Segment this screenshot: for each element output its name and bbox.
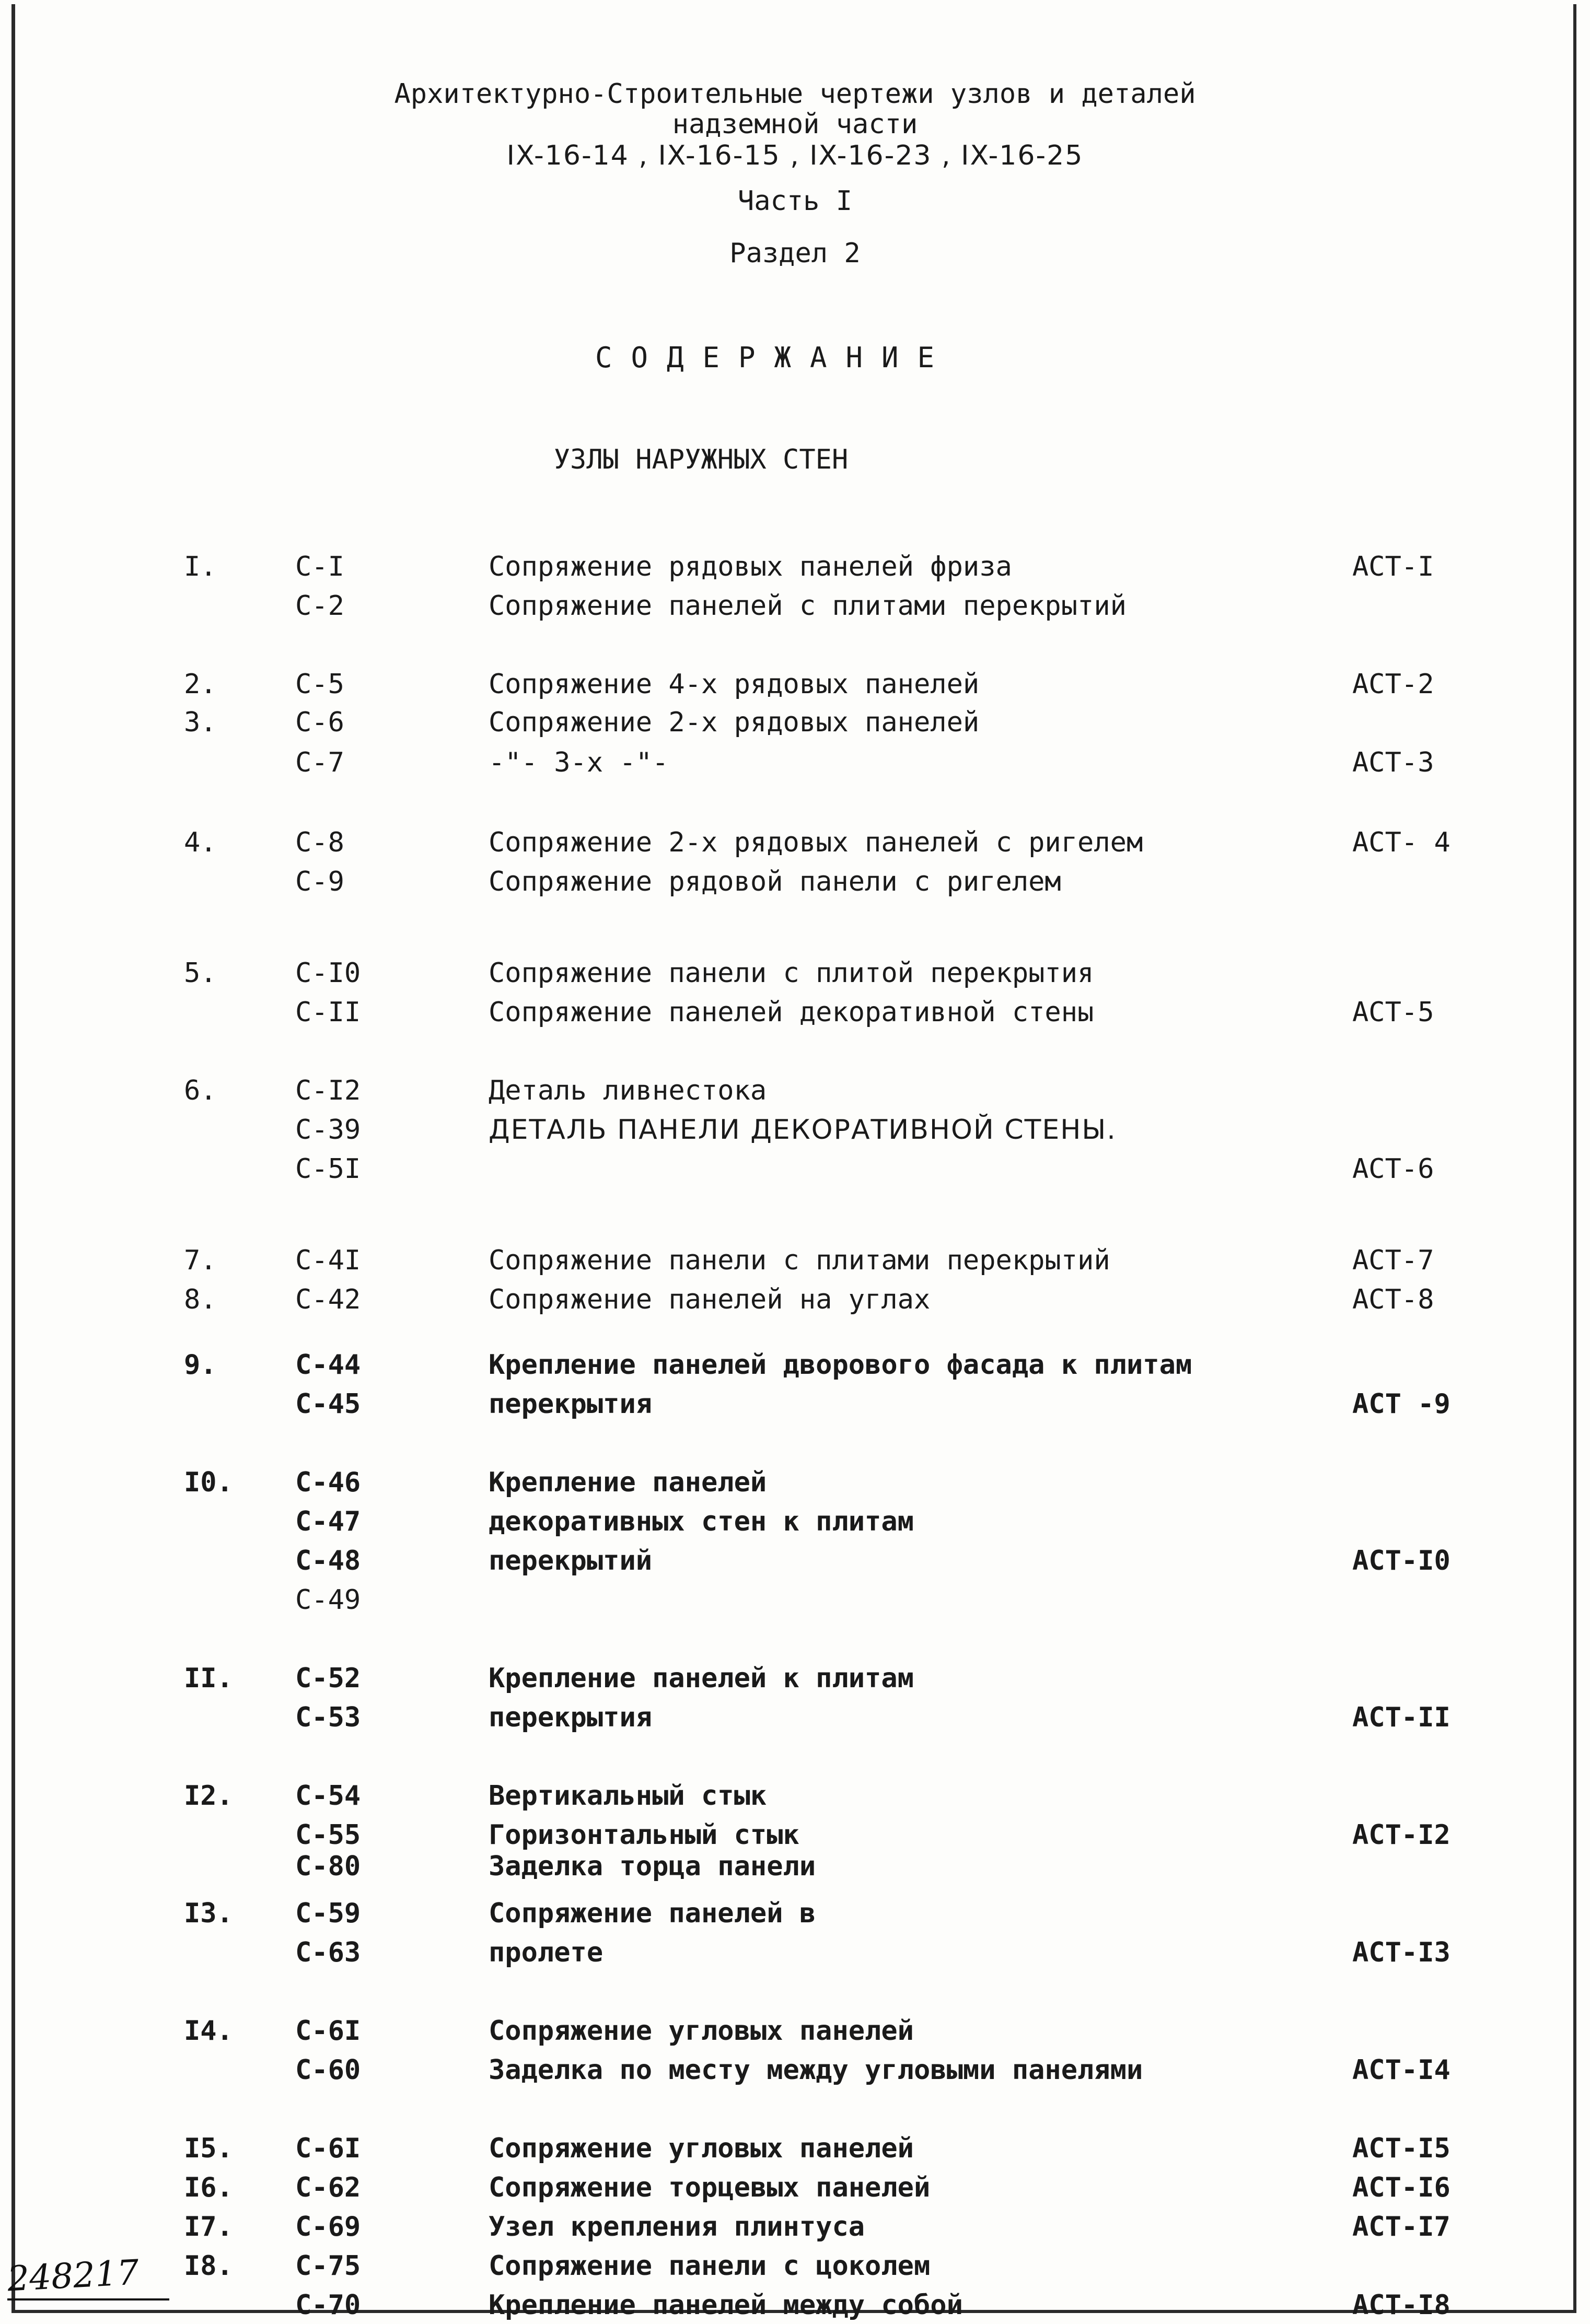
item-number: 9. (184, 1349, 217, 1381)
table-row (0, 1778, 1590, 1814)
item-description: перекрытия (489, 1702, 653, 1733)
drawing-code: С-45 (295, 1388, 361, 1420)
table-row (0, 1660, 1590, 1697)
sheet-reference: АСТ-5 (1352, 997, 1434, 1028)
item-description: Сопряжение панелей с плитами перекрытий (489, 590, 1127, 622)
table-row (0, 1072, 1590, 1109)
sheet-reference: АСТ-7 (1352, 1245, 1434, 1276)
section-heading: УЗЛЫ НАРУЖНЫХ СТЕН (553, 444, 849, 475)
item-description: перекрытий (489, 1545, 653, 1576)
drawing-code: С-63 (295, 1937, 361, 1968)
item-description: -"- 3-х -"- (489, 747, 669, 778)
item-number: 4. (184, 827, 217, 858)
item-description: Сопряжение рядовых панелей фриза (489, 551, 1012, 582)
table-row (0, 2287, 1590, 2323)
item-description: Сопряжение торцевых панелей (489, 2172, 931, 2203)
item-description: Сопряжение рядовой панели с ригелем (489, 866, 1061, 897)
sheet-reference: АСТ-II (1352, 1702, 1450, 1733)
drawing-code: С-42 (295, 1284, 361, 1315)
table-row (0, 1242, 1590, 1279)
drawing-code: С-I2 (295, 1075, 361, 1106)
drawing-code: С-9 (295, 866, 344, 897)
item-number: I5. (184, 2133, 233, 2164)
item-description: Заделка по месту между угловыми панелями (489, 2054, 1143, 2086)
table-row (0, 2169, 1590, 2206)
table-row (0, 548, 1590, 585)
item-description: пролете (489, 1937, 603, 1968)
table-row (0, 2248, 1590, 2284)
item-description: Заделка торца панели (489, 1851, 816, 1882)
section-label: Раздел 2 (729, 238, 861, 269)
item-description: Горизонтальный стык (489, 1819, 799, 1851)
item-description: Сопряжение угловых панелей (489, 2015, 914, 2047)
table-row (0, 1151, 1590, 1187)
sheet-reference: АСТ-I5 (1352, 2133, 1450, 2164)
sheet-reference: АСТ-I (1352, 551, 1434, 582)
table-row (0, 1347, 1590, 1383)
item-number: 7. (184, 1245, 217, 1276)
drawing-code: С-I (295, 551, 344, 582)
table-row (0, 1934, 1590, 1971)
series-numbers: IX-16-14 , IX-16-15 , IX-16-23 , IX-16-25 (506, 140, 1084, 171)
drawing-code: С-5 (295, 669, 344, 700)
drawing-code: С-I0 (295, 957, 361, 989)
drawing-code: С-75 (295, 2250, 361, 2282)
item-number: 6. (184, 1075, 217, 1106)
table-row (0, 1582, 1590, 1618)
table-row (0, 1464, 1590, 1501)
sheet-reference: АСТ-I7 (1352, 2211, 1450, 2243)
table-row (0, 1386, 1590, 1422)
table-row (0, 1895, 1590, 1932)
table-row (0, 994, 1590, 1031)
archive-number-underline (7, 2298, 169, 2300)
table-row (0, 1503, 1590, 1540)
sheet-reference: АСТ-I2 (1352, 1819, 1450, 1851)
drawing-code: С-46 (295, 1467, 361, 1498)
item-number: I. (184, 551, 217, 582)
drawing-code: С-47 (295, 1506, 361, 1537)
item-description: Крепление панелей к плитам (489, 1663, 914, 1694)
drawing-code: С-62 (295, 2172, 361, 2203)
table-row (0, 704, 1590, 741)
item-description: Сопряжение панелей декоративной стены (489, 997, 1094, 1028)
table-row (0, 1699, 1590, 1736)
item-number: II. (184, 1663, 233, 1694)
item-description: Сопряжение панелей на углах (489, 1284, 931, 1315)
sheet-reference: АСТ-3 (1352, 747, 1434, 778)
table-row (0, 588, 1590, 624)
item-description: Сопряжение панели с плитами перекрытий (489, 1245, 1110, 1276)
item-number: I6. (184, 2172, 233, 2203)
sheet-reference: АСТ-6 (1352, 1153, 1434, 1185)
item-description: декоративных стен к плитам (489, 1506, 914, 1537)
drawing-code: С-80 (295, 1851, 361, 1882)
table-row (0, 2013, 1590, 2049)
drawing-code: С-59 (295, 1898, 361, 1929)
drawing-code: С-53 (295, 1702, 361, 1733)
item-number: I3. (184, 1898, 233, 1929)
sheet-reference: АСТ-I4 (1352, 2054, 1450, 2086)
drawing-code: С-48 (295, 1545, 361, 1576)
drawing-code: С-6I (295, 2133, 361, 2164)
item-description: Крепление панелей между собой (489, 2290, 963, 2321)
drawing-code: С-8 (295, 827, 344, 858)
table-row (0, 824, 1590, 861)
archive-number: 248217 (6, 2252, 140, 2299)
drawing-code: С-4I (295, 1245, 361, 1276)
item-description: Сопряжение панелей в (489, 1898, 816, 1929)
item-description: Сопряжение 2-х рядовых панелей (489, 707, 980, 738)
drawing-code: С-70 (295, 2290, 361, 2321)
sheet-reference: АСТ-I6 (1352, 2172, 1450, 2203)
drawing-code: С-6 (295, 707, 344, 738)
item-description: Сопряжение угловых панелей (489, 2133, 914, 2164)
sheet-reference: АСТ-I8 (1352, 2290, 1450, 2321)
item-number: 3. (184, 707, 217, 738)
item-number: 8. (184, 1284, 217, 1315)
drawing-code: С-60 (295, 2054, 361, 2086)
table-row (0, 955, 1590, 991)
item-number: I4. (184, 2015, 233, 2047)
drawing-code: С-5I (295, 1153, 361, 1185)
sheet-reference: АСТ-2 (1352, 669, 1434, 700)
drawing-code: С-54 (295, 1780, 361, 1812)
document-title-line-2: надземной части (672, 109, 918, 140)
sheet-reference: АСТ- 4 (1352, 827, 1450, 858)
sheet-reference: АСТ -9 (1352, 1388, 1450, 1420)
contents-title: СОДЕРЖАНИЕ (595, 341, 954, 374)
table-row (0, 1848, 1590, 1885)
drawing-code: С-II (295, 997, 361, 1028)
item-description: Вертикальный стык (489, 1780, 767, 1812)
drawing-code: С-7 (295, 747, 344, 778)
drawing-code: С-44 (295, 1349, 361, 1381)
drawing-code: С-52 (295, 1663, 361, 1694)
item-description: Сопряжение 2-х рядовых панелей с ригелем (489, 827, 1143, 858)
item-description: Сопряжение панели с цоколем (489, 2250, 931, 2282)
drawing-code: С-69 (295, 2211, 361, 2243)
item-description: Крепление панелей дворового фасада к плитам (489, 1349, 1192, 1381)
part-label: Часть I (737, 185, 853, 217)
drawing-code: С-6I (295, 2015, 361, 2047)
item-number: 2. (184, 669, 217, 700)
item-description: ДЕТАЛЬ ПАНЕЛИ ДЕКОРАТИВНОЙ СТЕНЫ. (489, 1114, 1117, 1146)
sheet-reference: АСТ-I3 (1352, 1937, 1450, 1968)
drawing-code: С-39 (295, 1114, 361, 1146)
table-row (0, 863, 1590, 900)
item-description: Сопряжение 4-х рядовых панелей (489, 669, 980, 700)
item-number: I8. (184, 2250, 233, 2282)
item-number: I2. (184, 1780, 233, 1812)
table-row (0, 2130, 1590, 2167)
table-row (0, 2209, 1590, 2245)
item-description: Сопряжение панели с плитой перекрытия (489, 957, 1094, 989)
drawing-code: С-49 (295, 1584, 361, 1616)
table-row (0, 744, 1590, 781)
table-row (0, 1112, 1590, 1148)
sheet-reference: АСТ-8 (1352, 1284, 1434, 1315)
sheet-reference: АСТ-I0 (1352, 1545, 1450, 1576)
table-row (0, 1281, 1590, 1318)
table-row (0, 1543, 1590, 1579)
item-number: I7. (184, 2211, 233, 2243)
drawing-code: С-2 (295, 590, 344, 622)
table-row (0, 2052, 1590, 2088)
drawing-code: С-55 (295, 1819, 361, 1851)
document-title-line-1: Архитектурно-Строительные чертежи узлов и деталей (394, 78, 1196, 110)
item-number: I0. (184, 1467, 233, 1498)
item-description: перекрытия (489, 1388, 653, 1420)
item-description: Деталь ливнестока (489, 1075, 767, 1106)
item-description: Крепление панелей (489, 1467, 767, 1498)
table-row (0, 666, 1590, 703)
item-description: Узел крепления плинтуса (489, 2211, 865, 2243)
item-number: 5. (184, 957, 217, 989)
